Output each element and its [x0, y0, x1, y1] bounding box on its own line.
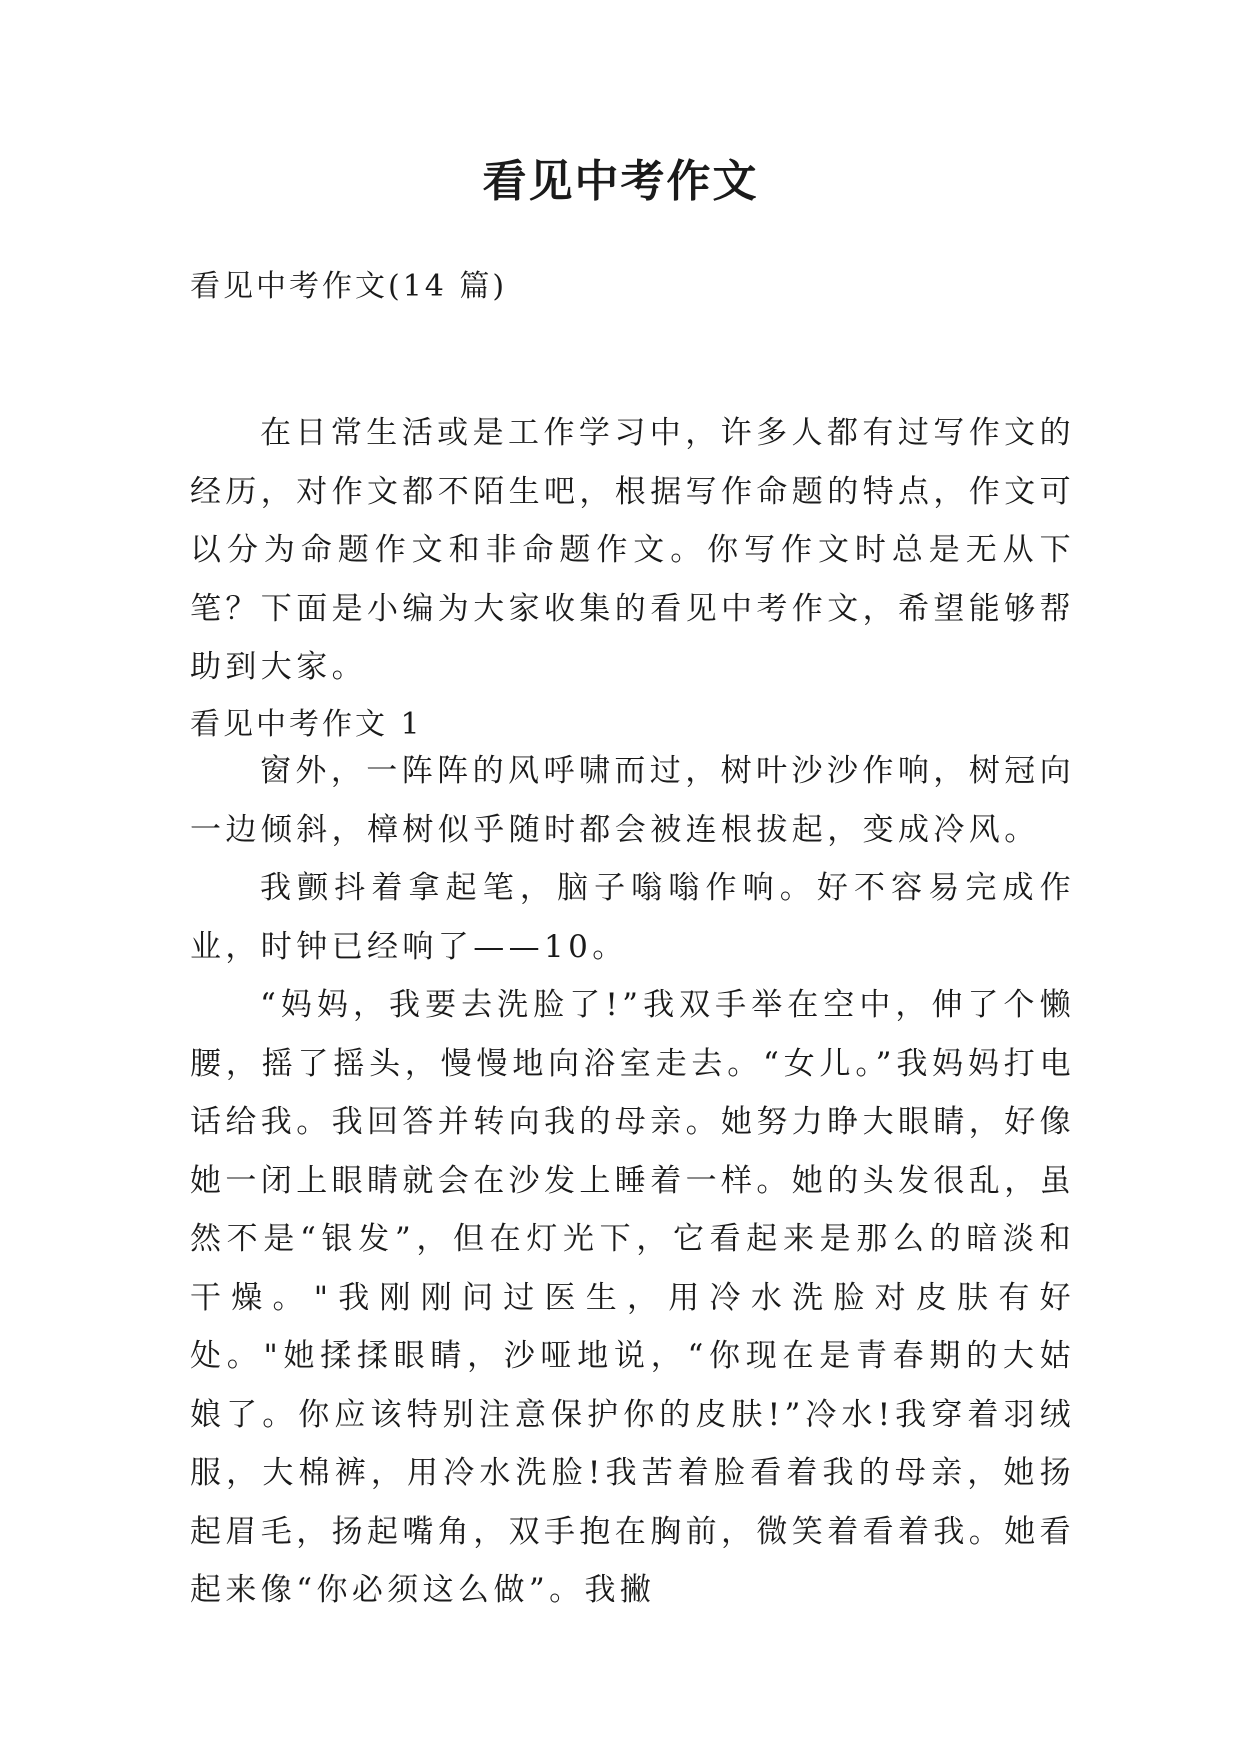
essay-heading: 看见中考作文 1	[190, 707, 423, 742]
document-subtitle: 看见中考作文(14 篇)	[190, 269, 508, 304]
essay-paragraph: “妈妈，我要去洗脸了!”我双手举在空中，伸了个懒腰，摇了摇头，慢慢地向浴室走去。“女儿。”我妈妈打电话给我。我回答并转向我的母亲。她努力睁大眼睛，好像她一闭上眼睛就会在沙发上睡着一样。她的头发很乱，虽然不是“银发”，但在灯光下，它看起来是那么的暗淡和干燥。"我刚刚问过医生，用冷水洗脸对皮肤有好处。"她揉揉眼睛，沙哑地说，“你现在是青春期的大姑娘了。你应该特别注意保护你的皮肤!”冷水!我穿着羽绒服，大棉裤，用冷水洗脸!我苦着脸看着我的母亲，她扬起眉毛，扬起嘴角，双手抱在胸前，微笑着看着我。她看起来像“你必须这么做”。我撇	[190, 987, 1075, 1608]
intro-paragraph: 在日常生活或是工作学习中，许多人都有过写作文的经历，对作文都不陌生吧，根据写作命题的特点，作文可以分为命题作文和非命题作文。你写作文时总是无从下笔？下面是小编为大家收集的看见中考作文，希望能够帮助到大家。	[190, 415, 1075, 685]
document-title: 看见中考作文	[482, 156, 759, 207]
essay-paragraph: 我颤抖着拿起笔，脑子嗡嗡作响。好不容易完成作业，时钟已经响了——10。	[190, 870, 1075, 965]
essay-paragraph: 窗外，一阵阵的风呼啸而过，树叶沙沙作响，树冠向一边倾斜，樟树似乎随时都会被连根拔起，变成冷风。	[190, 753, 1075, 848]
essay-body	[190, 742, 1075, 1620]
intro-section	[190, 404, 1075, 697]
